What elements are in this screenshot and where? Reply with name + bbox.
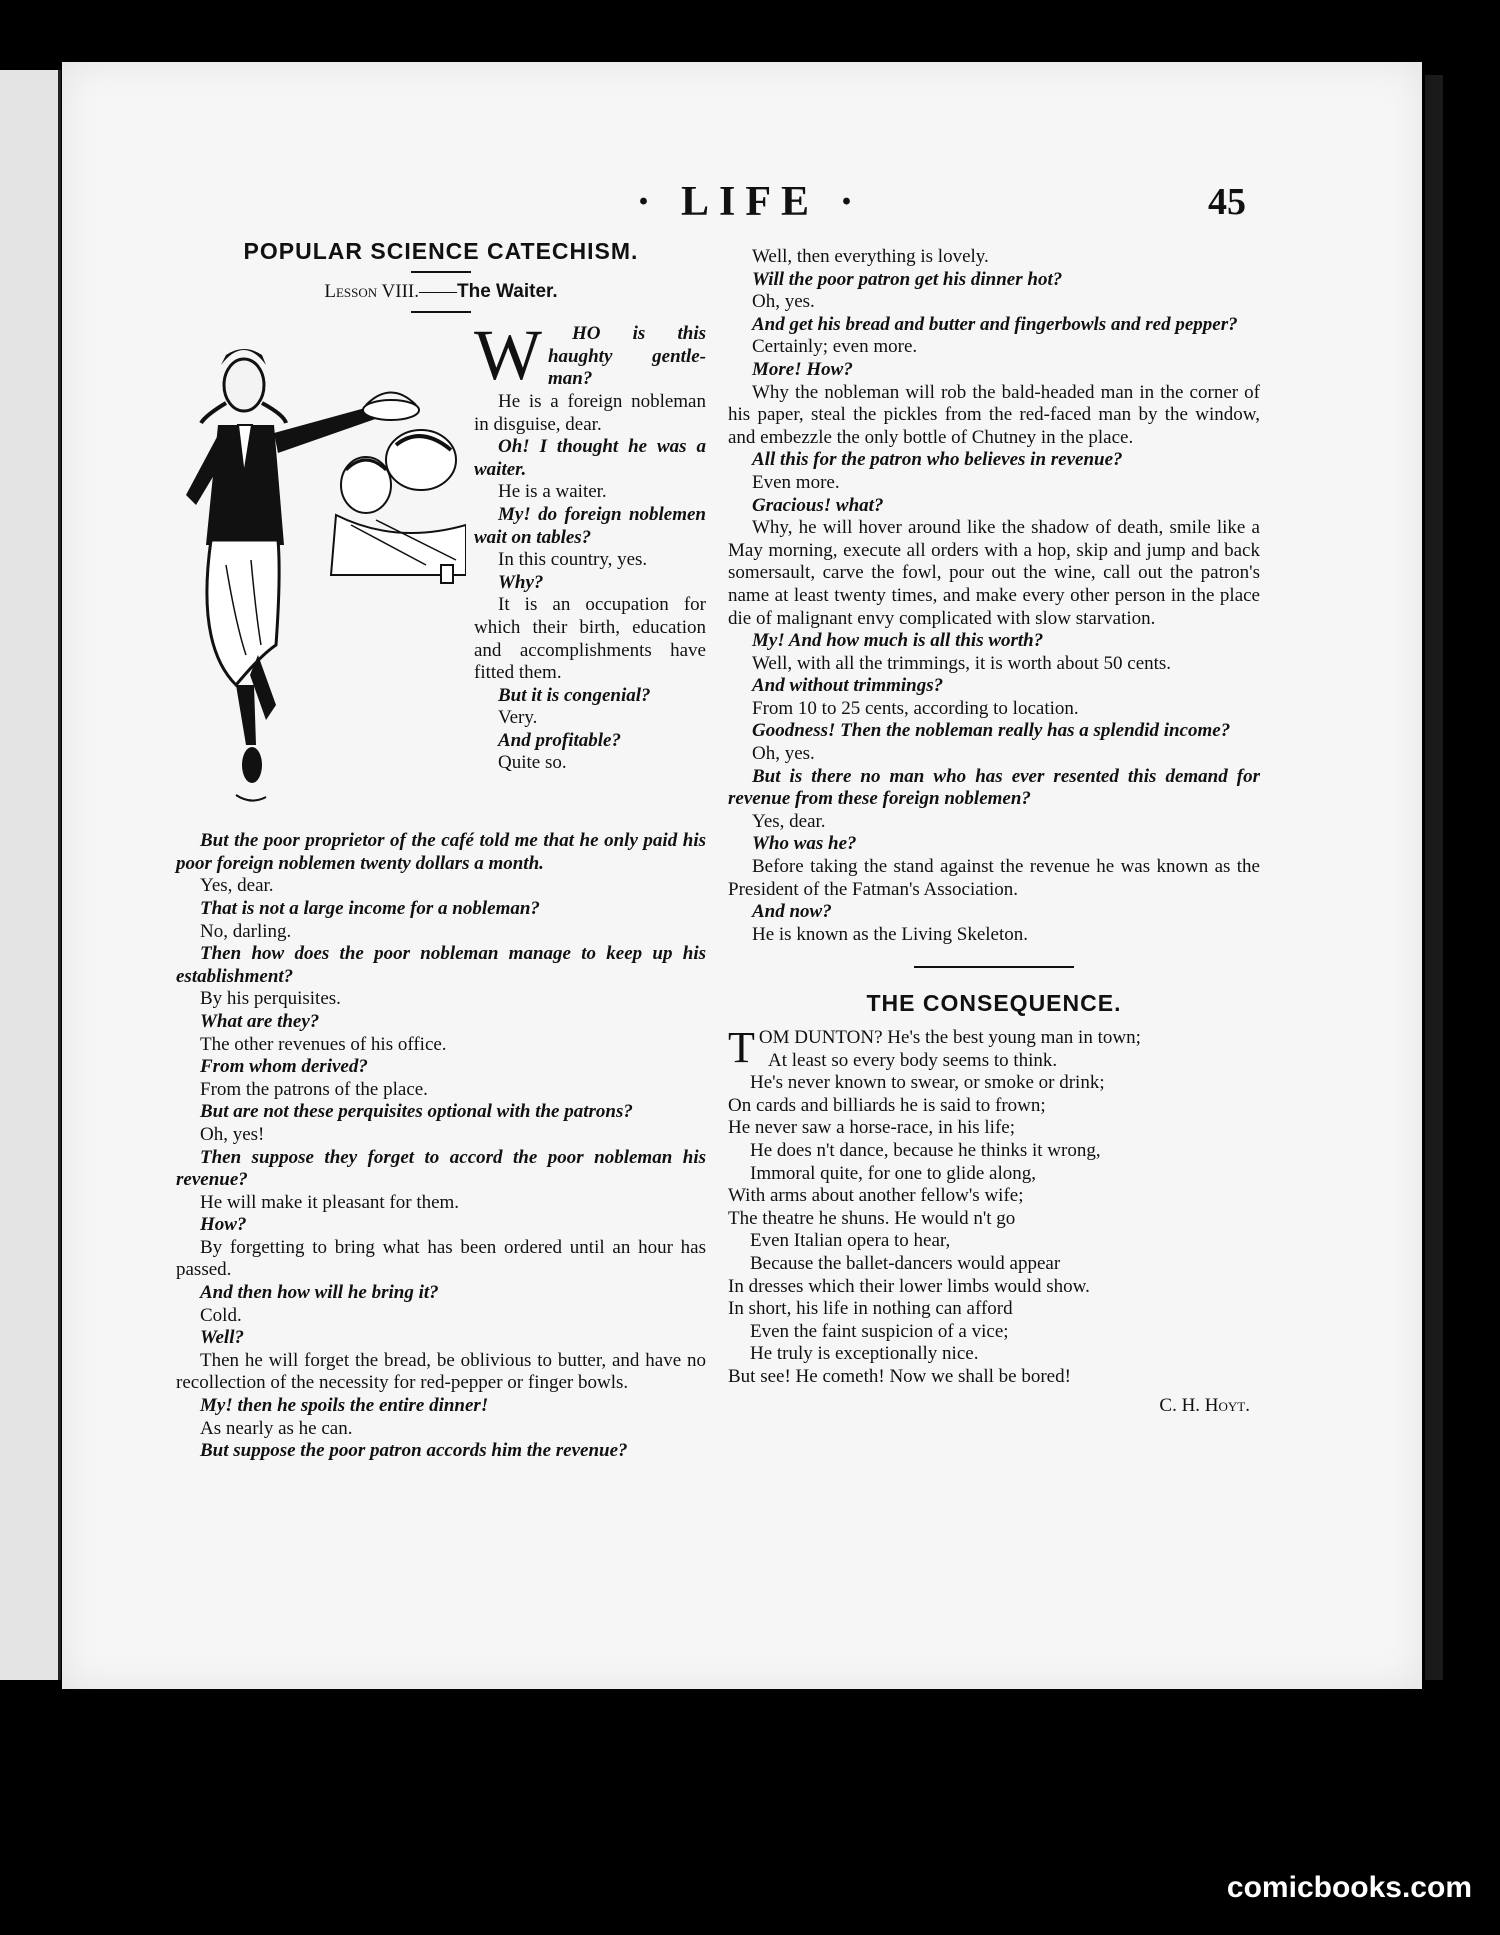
answer-line: Certainly; even more. (752, 336, 918, 358)
right-dialogue (728, 246, 1260, 946)
poem-line: Because the ballet-dancers would appear (750, 1252, 1061, 1274)
question-line: How? (200, 1214, 247, 1236)
lesson-number: Lesson VIII. (324, 280, 419, 302)
answer-line: Oh, yes! (200, 1123, 265, 1145)
answer-line: Why, he will hover around like the shadow of death, smile like a May morning, execute all orders with a hop, skip and jump and back somersault, carve the fowl, pour out the wine, call out the patron's name at least twenty times, and make every other person in the place die of malignant envy complicated with slow starvation. (728, 517, 1260, 629)
answer-line: He is known as the Living Skeleton. (752, 923, 1028, 945)
question-line: But the poor proprietor of the café told me that he only paid his poor foreign noblemen twenty dollars a month. (176, 830, 706, 874)
question-line: Well? (200, 1327, 244, 1349)
answer-line: In this country, yes. (498, 549, 648, 571)
divider (411, 271, 471, 273)
question-line: That is not a large income for a nobleman? (200, 897, 540, 919)
lesson-heading (176, 281, 706, 304)
question-line: From whom derived? (200, 1056, 368, 1078)
right-column (728, 246, 1260, 1417)
question-line: But is there no man who has ever resented this demand for revenue from these foreign noblemen? (728, 765, 1260, 810)
answer-line: It is an occupation for which their birth, education and accomplishments have fitted them. (474, 594, 706, 684)
answer-line: Oh, yes. (752, 291, 815, 313)
poem-line: He never saw a horse-race, in his life; (728, 1117, 1015, 1139)
left-dialogue (176, 830, 706, 1463)
question-line: My! And how much is all this worth? (752, 630, 1044, 652)
question-line: More! How? (752, 358, 853, 380)
question-line: What are they? (200, 1010, 320, 1032)
question-line: Oh! I thought he was a waiter. (474, 436, 706, 480)
answer-line: By forgetting to bring what has been ordered until an hour has passed. (176, 1236, 706, 1281)
signature: C. H. Hoyt. (1159, 1394, 1250, 1416)
question-line: And then how will he bring it? (200, 1282, 439, 1304)
poem-line: With arms about another fellow's wife; (728, 1185, 1024, 1207)
watermark: comicbooks.com (1226, 1871, 1472, 1904)
facing-page-edge (0, 70, 61, 1680)
question-line: And now? (752, 901, 832, 923)
question-line: My! do foreign noblemen wait on tables? (474, 503, 706, 548)
waiter-illustration (166, 325, 466, 830)
question-line: And get his bread and butter and fingerbowls and red pepper? (752, 313, 1238, 335)
lesson-title: The Waiter. (457, 280, 558, 302)
answer-line: Yes, dear. (200, 875, 274, 897)
question-line: And without trimmings? (752, 675, 944, 697)
answer-line: Why the nobleman will rob the bald-headed man in the corner of his paper, steal the pickles from the red-faced man by the window, and embezzle the only bottle of Chutney in the place. (728, 381, 1260, 448)
question-line: But suppose the poor patron accords him the revenue? (200, 1440, 628, 1462)
poem-body (728, 1023, 1260, 1389)
answer-line: By his perquisites. (200, 988, 341, 1010)
poem-line: But see! He cometh! Now we shall be bored! (728, 1365, 1071, 1387)
poem-line: He truly is exceptionally nice. (750, 1343, 979, 1365)
article-title: POPULAR SCIENCE CATECHISM. (243, 238, 639, 264)
page-number: 45 (1208, 181, 1246, 223)
answer-line: Well, with all the trimmings, it is worth about 50 cents. (752, 652, 1172, 674)
question-line: Goodness! Then the nobleman really has a splendid income? (752, 720, 1231, 742)
section-divider (914, 966, 1074, 968)
answer-line: The other revenues of his office. (200, 1033, 447, 1055)
intro-block (176, 315, 706, 775)
question-line: Who was he? (752, 833, 857, 855)
page-edge-shadow (1425, 75, 1443, 1680)
question-line: Gracious! what? (752, 494, 884, 516)
poem-line: At least so every body seems to think. (768, 1049, 1058, 1071)
answer-line: Cold. (200, 1304, 242, 1326)
question-line: My! then he spoils the entire dinner! (200, 1395, 489, 1417)
answer-line: Quite so. (498, 752, 567, 774)
poem-line: In short, his life in nothing can afford (728, 1298, 1013, 1320)
poem-line: On cards and billiards he is said to frown; (728, 1094, 1046, 1116)
magazine-title: · LIFE · (636, 179, 864, 225)
answer-line: He will make it pleasant for them. (200, 1191, 460, 1213)
answer-line: Oh, yes. (752, 743, 815, 765)
answer-line: He is a foreign nobleman in disguise, dear. (474, 390, 706, 435)
answer-line: Even more. (752, 471, 840, 493)
question-line: And profitable? (498, 729, 621, 751)
question-line: But are not these perquisites optional with the patrons? (200, 1101, 633, 1123)
poem-line: Even Italian opera to hear, (750, 1230, 951, 1252)
answer-line: Yes, dear. (752, 810, 826, 832)
answer-line: From 10 to 25 cents, according to location. (752, 697, 1079, 719)
question-line: Then suppose they forget to accord the poor nobleman his revenue? (176, 1146, 706, 1191)
poem-line: Even the faint suspicion of a vice; (750, 1320, 1009, 1342)
poem-drop-cap: T (728, 1023, 755, 1072)
poem-line: In dresses which their lower limbs would show. (728, 1275, 1090, 1297)
question-line: Then how does the poor nobleman manage to keep up his establishment? (176, 943, 706, 987)
answer-line: Then he will forget the bread, be oblivious to butter, and have no recollection of the necessity for red-pepper or finger bowls. (176, 1349, 706, 1394)
answer-line: As nearly as he can. (200, 1417, 353, 1439)
poem-line: He does n't dance, because he thinks it wrong, (750, 1139, 1101, 1161)
poem-line: He's never known to swear, or smoke or drink; (750, 1072, 1105, 1094)
poem-lines (728, 1023, 1260, 1389)
poem-title: THE CONSEQUENCE. (866, 990, 1122, 1017)
question-line: HO is this haughty gentle-man? (547, 323, 706, 390)
question-line: All this for the patron who believes in revenue? (752, 449, 1123, 471)
answer-line: No, darling. (200, 920, 292, 942)
poem-line: Immoral quite, for one to glide along, (750, 1162, 1036, 1184)
drop-cap: W (474, 315, 542, 396)
poem-line: The theatre he shuns. He would n't go (728, 1207, 1016, 1229)
question-line: Why? (498, 571, 544, 593)
answer-line: Well, then everything is lovely. (752, 246, 989, 267)
answer-line: He is a waiter. (498, 481, 607, 503)
question-line: But it is congenial? (498, 684, 651, 706)
answer-line: Before taking the stand against the revenue he was known as the President of the Fatman's Association. (728, 856, 1260, 900)
lesson-dash: —— (419, 280, 457, 302)
answer-line: From the patrons of the place. (200, 1078, 428, 1100)
divider (411, 311, 471, 313)
poem-line: OM DUNTON? He's the best young man in town; (758, 1027, 1141, 1048)
left-column (176, 240, 706, 1463)
question-line: Will the poor patron get his dinner hot? (752, 268, 1063, 290)
answer-line: Very. (498, 707, 538, 729)
